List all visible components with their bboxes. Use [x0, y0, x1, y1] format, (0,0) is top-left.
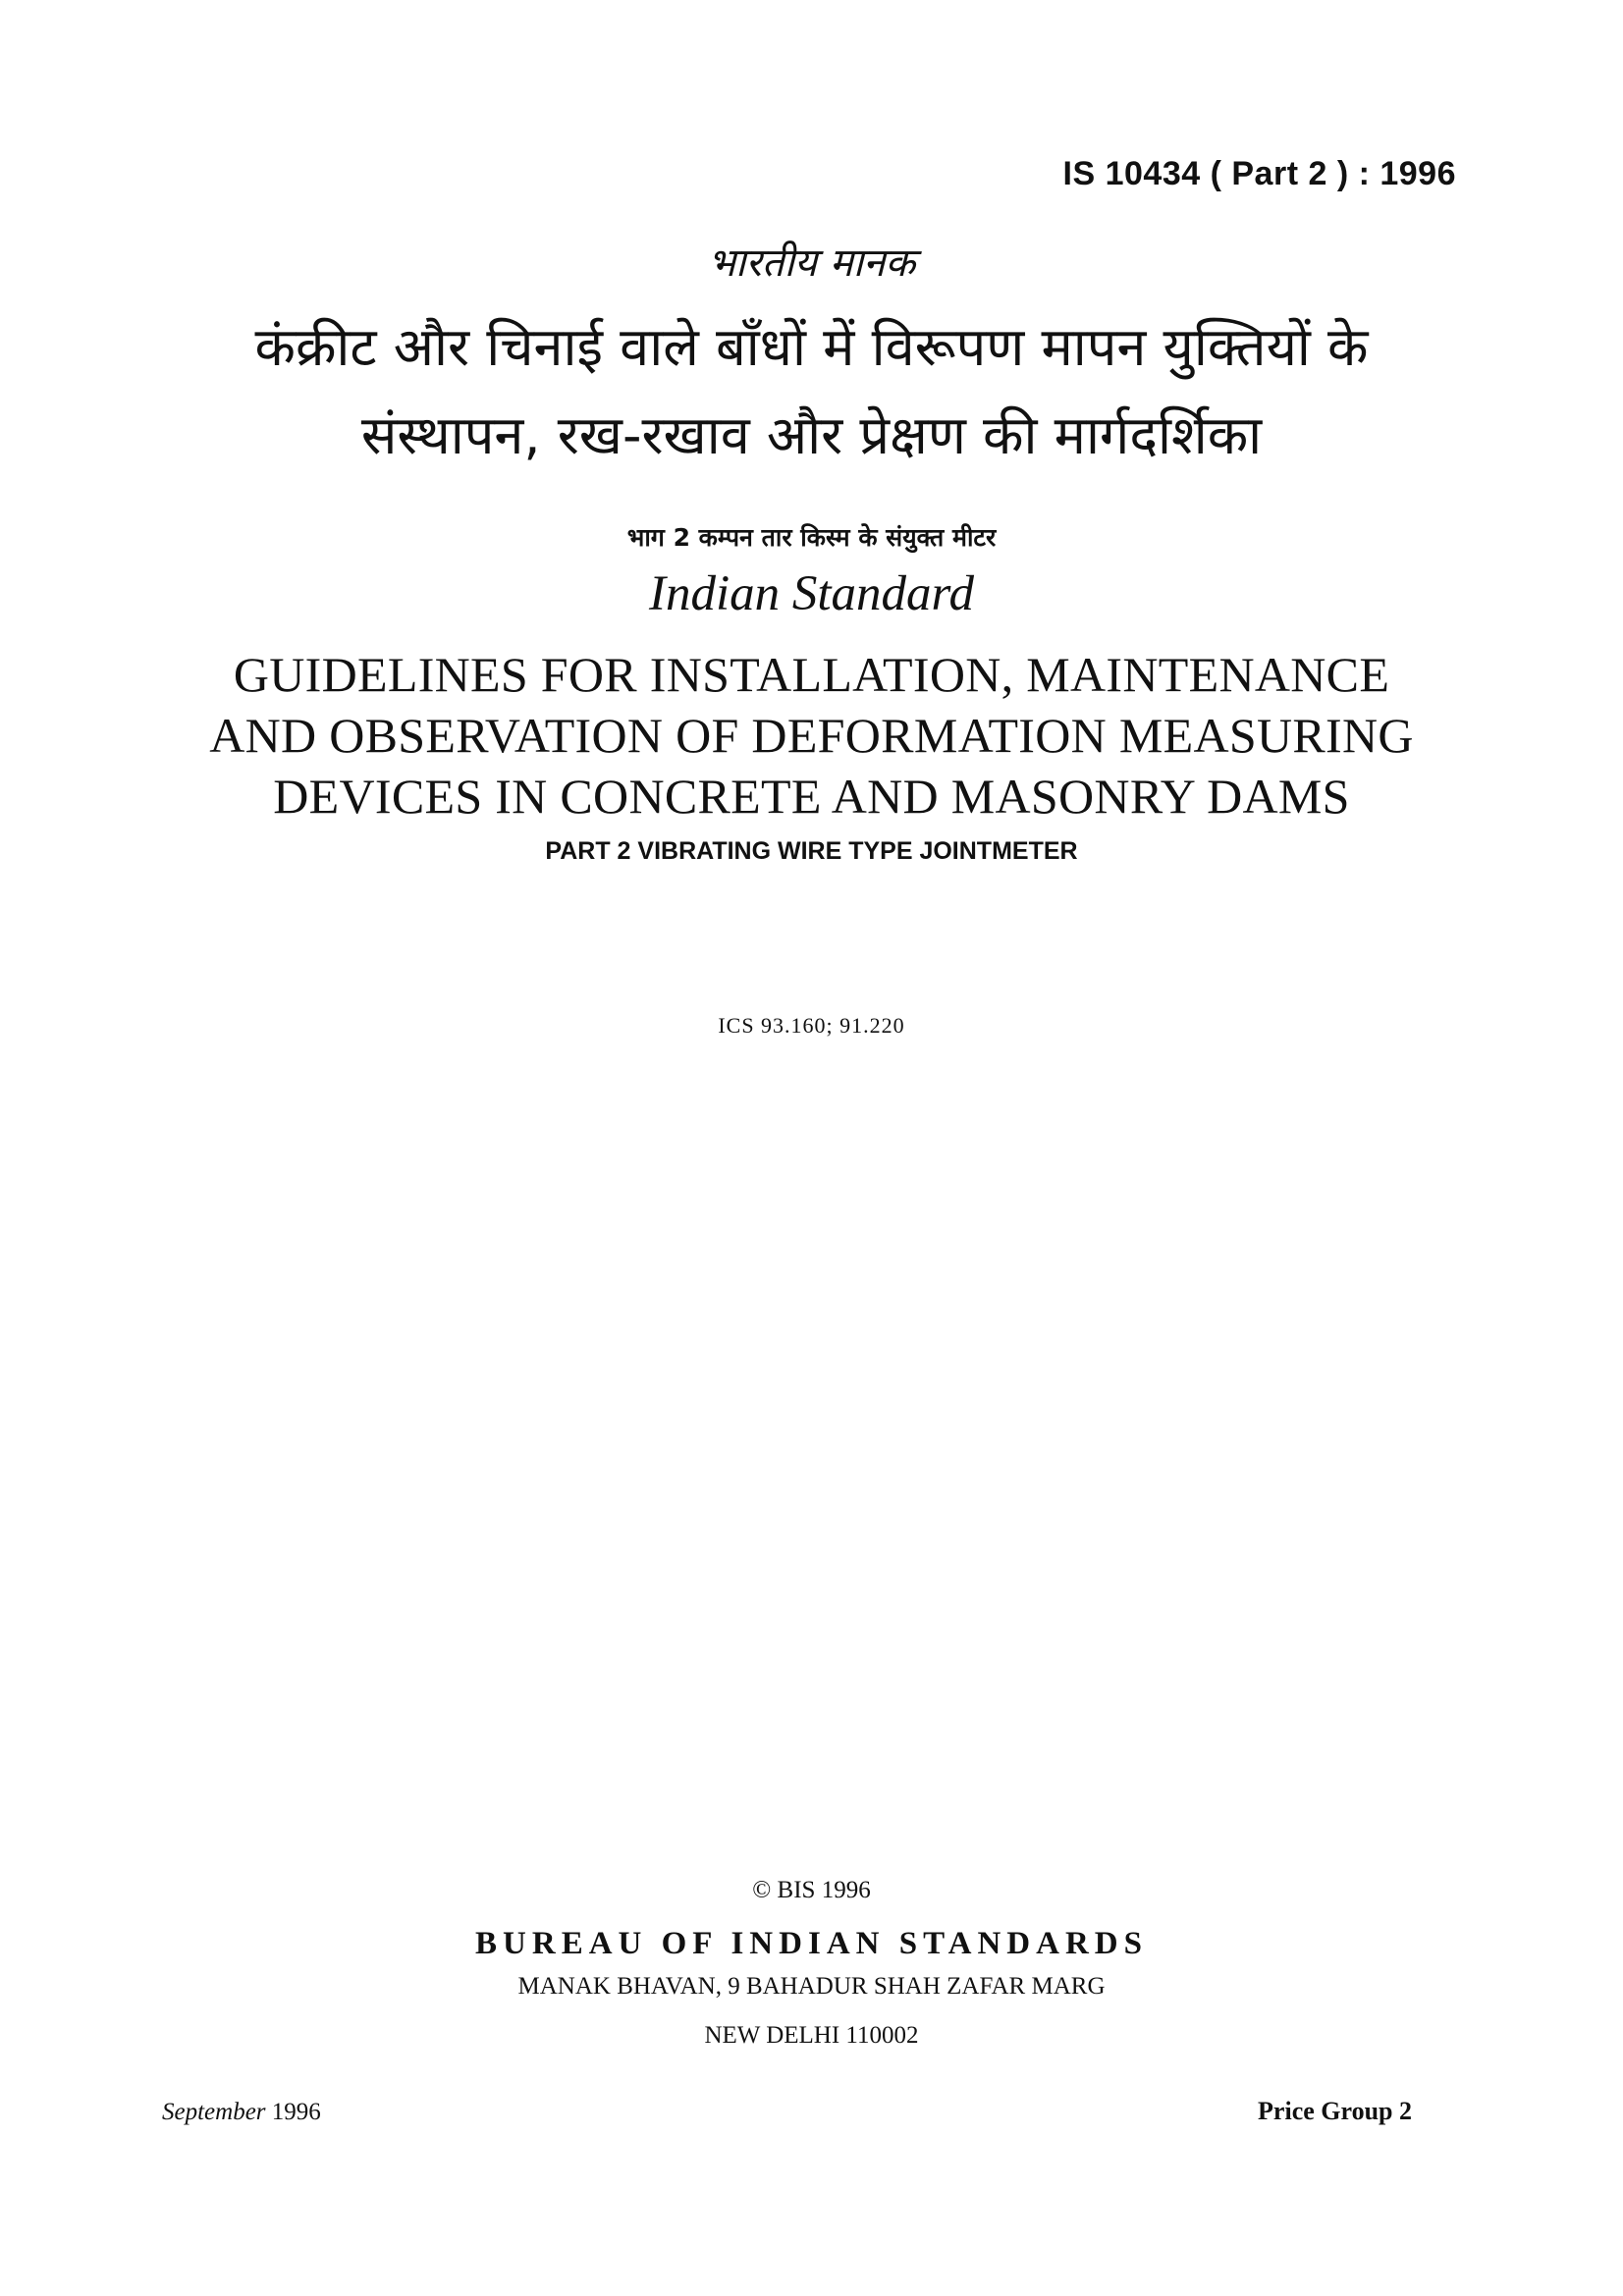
ics-code: ICS 93.160; 91.220 [718, 1013, 905, 1038]
english-title-line-3: DEVICES IN CONCRETE AND MASONRY DAMS [273, 769, 1350, 824]
hindi-standard-label: भारतीय मानक [707, 240, 916, 286]
copyright-notice: © BIS 1996 [752, 1877, 871, 1903]
publisher-address-line-1: MANAK BHAVAN, 9 BAHADUR SHAH ZAFAR MARG [517, 1973, 1106, 2000]
publication-month: September [162, 2099, 266, 2125]
hindi-part-title: भाग 2 कम्पन तार किस्म के संयुक्त मीटर [626, 523, 997, 552]
hindi-title-line-1: कंक्रीट और चिनाई वाले बाँधों में विरूपण मापन युक्तियों के [254, 316, 1369, 378]
hindi-title-line-2: संस्थापन, रख-रखाव और प्रेक्षण की मार्गदर्शिका [360, 404, 1263, 466]
english-part-title: PART 2 VIBRATING WIRE TYPE JOINTMETER [545, 837, 1078, 865]
standard-number: IS 10434 ( Part 2 ) : 1996 [1062, 155, 1456, 192]
publisher-address-line-2: NEW DELHI 110002 [704, 2022, 919, 2049]
english-title-line-2: AND OBSERVATION OF DEFORMATION MEASURING [209, 708, 1414, 763]
publisher-name: BUREAU OF INDIAN STANDARDS [475, 1926, 1148, 1961]
english-title-line-1: GUIDELINES FOR INSTALLATION, MAINTENANCE [233, 647, 1390, 702]
english-standard-label: Indian Standard [648, 566, 975, 621]
publication-year: 1996 [271, 2099, 321, 2125]
price-group: Price Group 2 [1258, 2097, 1412, 2125]
publication-date [162, 2099, 321, 2126]
